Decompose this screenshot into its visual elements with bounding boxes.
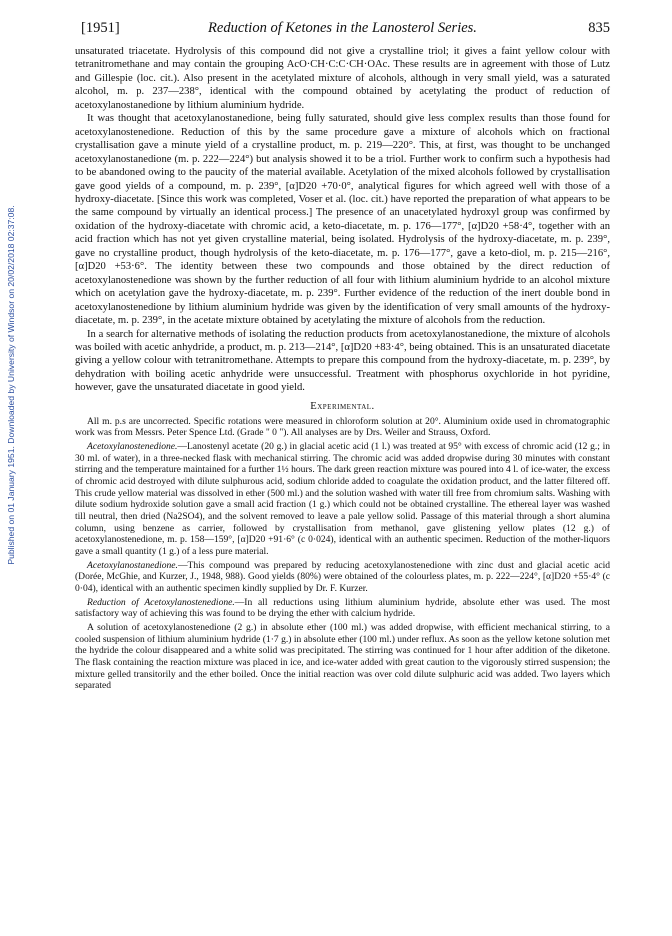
discussion-section xyxy=(75,45,610,395)
paragraph: It was thought that acetoxylanostanedione, being fully saturated, should give less complex results than those found for acetoxylanostenedione. Reduction of this by the same procedure gave a mixture of alcohols which on fractional crystallisation gave a minute yield of a crystalline product, m. p. 219—220°. This, at first, was thought to be unchanged acetoxylanostanedione (m. p. 222—224°) but analysis showed it to be a triol. Further work to confirm such a hypothesis had to be abandoned owing to the paucity of the material available. Acetylation of the mixed alcohols followed by crystallisation gave good yields of a compound, m. p. 239°, [α]D20 +70·0°, analytical figures for which agreed well with those of a hydroxy-diacetate. [Since this work was completed, Voser et al. (loc. cit.) have reported the preparation of what appears to be the same compound by virtually an identical process.] The presence of an unacetylated hydroxyl group was confirmed by oxidation of the hydroxy-diacetate with chromic acid, a keto-diacetate, m. p. 176—177°, [α]D20 +58·4°, together with an acid fraction which has not yet given crystalline material, being isolated. Hydrolysis of the hydroxy-diacetate, m. p. 239°, gave no crystalline product, though hydrolysis of the keto-diacetate, m. p. 176—177°, gave a keto-diol, m. p. 215—216°, [α]D20 +53·6°. The identity between these two compounds and those obtained by the direct reduction of acetoxylanostenedione was shown by the further reduction of all four with lithium aluminium hydride to an alcohol mixture which on acetylation gave the hydroxy-diacetate, m. p. 239°. Further evidence of the reduction of the inert double bond in acetoxylanostenedione by lithium aluminium hydride was given by the identification of very small amounts of the hydroxy-diacetate, m. p. 239°, in the acetate mixture obtained by acetylating the mixture of alcohols from the reduction. xyxy=(75,113,610,327)
download-watermark-text: Published on 01 January 1951. Downloaded by University of Windsor on 20/02/2018 02:37:08. xyxy=(6,205,16,565)
paragraph: unsaturated triacetate. Hydrolysis of this compound did not give a crystalline triol; it gives a faint yellow colour with tetranitromethane and may contain the grouping AcO·CH·C:C·CH·OAc. These results are in agreement with those of Lutz and Gillespie (loc. cit.). Also present in the acetylated mixture of alcohols, although in very small yield, was a saturated alcohol, m. p. 237—238°, identical with the compound obtained by acetylating the product of reduction of acetoxylanostanedione by lithium aluminium hydride. xyxy=(75,46,610,111)
procedure-paragraph: A solution of acetoxylanostenedione (2 g.) in absolute ether (100 ml.) was added dropwise, with efficient mechanical stirring, to a cooled suspension of lithium aluminium hydride (1·7 g.) in absolute ether (100 ml.) under reflux. As soon as the yellow ketone solution met the hydride the colour disappeared and a white solid was precipitated. The stirring was continued for 1 hour after addition of the diketone. The flask containing the reaction mixture was placed in ice, and ice-water added with great caution to the vigorously stirred suspension; the mixture gelled transitorily and the ether boiled. Once the initial reaction was over cold dilute sulphuric acid was added. Two layers which separated xyxy=(75,621,610,692)
experimental-section xyxy=(75,416,610,692)
procedure-title: Reduction of Acetoxylanostenedione. xyxy=(87,596,235,608)
procedure-paragraph xyxy=(75,597,610,620)
procedure-text: —This compound was prepared by reducing acetoxylanostenedione with zinc dust and glacial acetic acid (Dorée, McGhie, and Kurzer, J., 1948, 988). Good yields (80%) were obtained of the colourless plates, m. p. 222—224°, [α]D20 +55·4° (c 0·04), identical with an authentic specimen kindly supplied by Dr. F. Kurzer. xyxy=(75,559,610,594)
header-year: [1951] xyxy=(81,20,120,36)
running-title: Reduction of Ketones in the Lanosterol Series. xyxy=(208,20,477,36)
experimental-intro: All m. p.s are uncorrected. Specific rotations were measured in chloroform solution at 20°. Aluminium oxide used in chromatographic work was from Messrs. Peter Spence Ltd. (Grade " 0 "). All analyses are by Drs. Weiler and Strauss, Oxford. xyxy=(75,415,610,439)
section-heading: Experimental. xyxy=(310,400,375,412)
paragraph: In a search for alternative methods of isolating the reduction products from acetoxylanostanedione, the mixture of alcohols was boiled with acetic anhydride, a product, m. p. 213—214°, [α]D20 +83·4°, being obtained. This is an unsaturated diacetate giving a yellow colour with tetranitromethane. Attempts to prepare this compound from the hydroxy-diacetate, m. p. 239°, by dehydration with boiling acetic anhydride were unsuccessful. Treatment with phosphorus oxychloride in hot pyridine, however, gave the unsaturated diacetate in good yield. xyxy=(75,328,610,394)
page-number: 835 xyxy=(588,20,610,36)
download-watermark xyxy=(4,150,18,620)
article-body xyxy=(75,45,610,692)
page-header xyxy=(75,20,610,40)
procedure-paragraph xyxy=(75,441,610,558)
procedure-text: —In all reductions using lithium aluminium hydride, absolute ether was used. The most satisfactory way of achieving this was found to be drying the ether with calcium hydride. xyxy=(75,596,610,620)
procedure-text: —Lanostenyl acetate (20 g.) in glacial acetic acid (1 l.) was treated at 95° with excess of chromic acid (12 g.; in 30 ml. of water), in a three-necked flask with mechanical stirring. The chromic acid was added dropwise during 30 minutes with constant stirring and the temperature maintained for a further 1½ hours. The dark green reaction mixture was poured into 4 l. of ice-water, the excess of chromic acid destroyed with dilute sulphurous acid, sodium chloride added to coagulate the oxidation product, and the latter filtered off. This crude yellow material was dissolved in ether (500 ml.) and the solution washed with water till free from chromium salts. Washing with dilute sodium hydroxide solution gave a small acid fraction (1 g.) which could not be obtained crystalline. The ethereal layer was washed till neutral, then dried (Na2SO4), and the solvent removed to leave a pale yellow solid. Passage of this material through a short alumina column, using benzene as carrier, followed by crystallisation from methanol, gave glistening yellow plates (12 g.) of acetoxylanostenedione, m. p. 158—159°, [α]D20 +91·6° (c 0·024), identical with an authentic specimen. Reduction of the mother-liquors gave a small quantity (1 g.) of a less pure material. xyxy=(75,441,610,557)
procedure-paragraph xyxy=(75,560,610,595)
procedure-title: Acetoxylanostanedione. xyxy=(87,559,178,571)
procedure-title: Acetoxylanostenedione. xyxy=(87,441,178,453)
